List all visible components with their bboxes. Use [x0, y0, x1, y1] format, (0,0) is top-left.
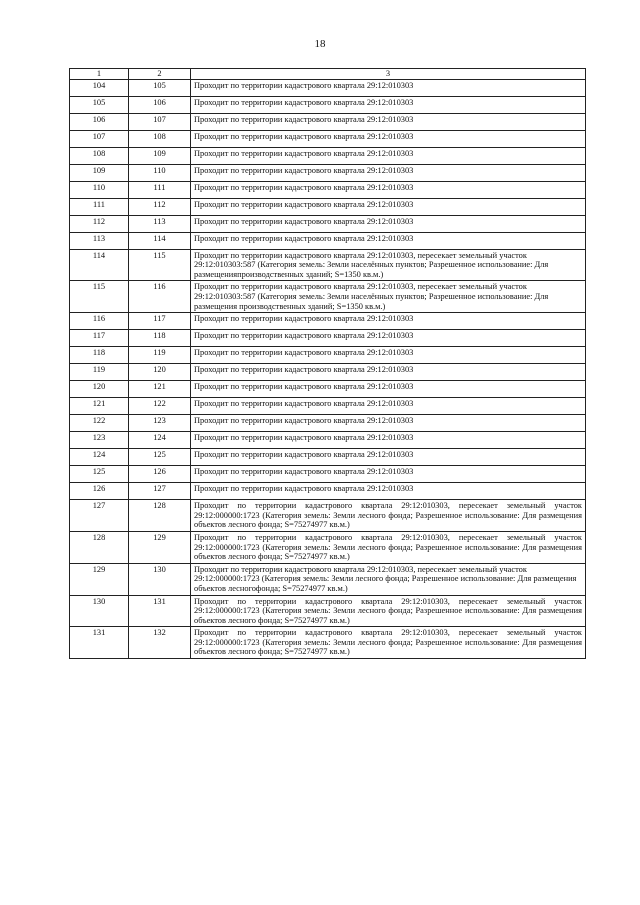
- point-from-cell: 122: [70, 415, 129, 432]
- description-cell: Проходит по территории кадастрового квартала 29:12:010303: [191, 449, 586, 466]
- point-from-cell: 106: [70, 113, 129, 130]
- point-to-cell: 109: [129, 147, 191, 164]
- description-cell: Проходит по территории кадастрового квартала 29:12:010303: [191, 415, 586, 432]
- table-row: [70, 415, 586, 432]
- point-from-cell: 124: [70, 449, 129, 466]
- table-row: [70, 147, 586, 164]
- table-header-row: [70, 69, 586, 80]
- point-from-cell: 119: [70, 364, 129, 381]
- description-cell: Проходит по территории кадастрового квартала 29:12:010303, пересекает земельный участок 29:12:000000:1723 (Категория земель: Земли лесного фонда; Разрешенное использование: Для размещения объектов лесного фонда; S=75274977 кв.м.): [191, 500, 586, 532]
- description-cell: Проходит по территории кадастрового квартала 29:12:010303: [191, 381, 586, 398]
- table-row: [70, 347, 586, 364]
- description-cell: Проходит по территории кадастрового квартала 29:12:010303: [191, 147, 586, 164]
- table-row: [70, 330, 586, 347]
- point-from-cell: 127: [70, 500, 129, 532]
- table-row: [70, 130, 586, 147]
- point-from-cell: 126: [70, 483, 129, 500]
- point-from-cell: 110: [70, 181, 129, 198]
- point-from-cell: 117: [70, 330, 129, 347]
- description-cell: Проходит по территории кадастрового квартала 29:12:010303: [191, 364, 586, 381]
- point-to-cell: 106: [129, 96, 191, 113]
- point-from-cell: 123: [70, 432, 129, 449]
- point-to-cell: 105: [129, 79, 191, 96]
- point-to-cell: 128: [129, 500, 191, 532]
- description-cell: Проходит по территории кадастрового квартала 29:12:010303: [191, 198, 586, 215]
- page-number: 18: [314, 38, 326, 50]
- table-row: [70, 627, 586, 659]
- table-row: [70, 215, 586, 232]
- point-to-cell: 129: [129, 531, 191, 563]
- point-to-cell: 125: [129, 449, 191, 466]
- point-to-cell: 123: [129, 415, 191, 432]
- point-from-cell: 121: [70, 398, 129, 415]
- description-cell: Проходит по территории кадастрового квартала 29:12:010303: [191, 164, 586, 181]
- point-from-cell: 115: [70, 281, 129, 313]
- table-row: [70, 113, 586, 130]
- table-row: [70, 563, 586, 595]
- description-cell: Проходит по территории кадастрового квартала 29:12:010303: [191, 347, 586, 364]
- boundary-table: [69, 68, 586, 659]
- table-row: [70, 483, 586, 500]
- point-to-cell: 132: [129, 627, 191, 659]
- description-cell: Проходит по территории кадастрового квартала 29:12:010303: [191, 398, 586, 415]
- description-cell: Проходит по территории кадастрового квартала 29:12:010303, пересекает земельный участок 29:12:000000:1723 (Категория земель: Земли лесного фонда; Разрешенное использование: Для размещения объектов лесного фонда; S=75274977 кв.м.): [191, 627, 586, 659]
- table-row: [70, 500, 586, 532]
- boundary-table-body: [70, 69, 586, 659]
- point-to-cell: 110: [129, 164, 191, 181]
- table-row: [70, 364, 586, 381]
- point-to-cell: 107: [129, 113, 191, 130]
- table-row: [70, 531, 586, 563]
- table-row: [70, 181, 586, 198]
- point-from-cell: 105: [70, 96, 129, 113]
- table-row: [70, 96, 586, 113]
- point-to-cell: 126: [129, 466, 191, 483]
- description-cell: Проходит по территории кадастрового квартала 29:12:010303: [191, 483, 586, 500]
- point-from-cell: 107: [70, 130, 129, 147]
- description-cell: Проходит по территории кадастрового квартала 29:12:010303: [191, 330, 586, 347]
- point-to-cell: 121: [129, 381, 191, 398]
- point-from-cell: 109: [70, 164, 129, 181]
- description-cell: Проходит по территории кадастрового квартала 29:12:010303: [191, 181, 586, 198]
- point-from-cell: 108: [70, 147, 129, 164]
- point-from-cell: 116: [70, 313, 129, 330]
- table-row: [70, 432, 586, 449]
- point-from-cell: 130: [70, 595, 129, 627]
- point-from-cell: 114: [70, 249, 129, 281]
- table-row: [70, 595, 586, 627]
- point-to-cell: 118: [129, 330, 191, 347]
- point-to-cell: 115: [129, 249, 191, 281]
- point-from-cell: 113: [70, 232, 129, 249]
- point-to-cell: 120: [129, 364, 191, 381]
- point-to-cell: 108: [129, 130, 191, 147]
- point-to-cell: 124: [129, 432, 191, 449]
- point-to-cell: 127: [129, 483, 191, 500]
- column-header-2: 2: [129, 69, 191, 80]
- description-cell: Проходит по территории кадастрового квартала 29:12:010303: [191, 96, 586, 113]
- point-from-cell: 125: [70, 466, 129, 483]
- description-cell: Проходит по территории кадастрового квартала 29:12:010303, пересекает земельный участок 29:12:010303:587 (Категория земель: Земли населённых пунктов; Разрешенное использование: Для размещения производственных зданий; S=1350 кв.м.): [191, 281, 586, 313]
- point-from-cell: 128: [70, 531, 129, 563]
- point-from-cell: 111: [70, 198, 129, 215]
- point-to-cell: 119: [129, 347, 191, 364]
- table-row: [70, 249, 586, 281]
- point-from-cell: 120: [70, 381, 129, 398]
- point-to-cell: 131: [129, 595, 191, 627]
- point-from-cell: 104: [70, 79, 129, 96]
- point-to-cell: 113: [129, 215, 191, 232]
- description-cell: Проходит по территории кадастрового квартала 29:12:010303: [191, 432, 586, 449]
- table-row: [70, 232, 586, 249]
- description-cell: Проходит по территории кадастрового квартала 29:12:010303: [191, 232, 586, 249]
- description-cell: Проходит по территории кадастрового квартала 29:12:010303: [191, 130, 586, 147]
- table-row: [70, 164, 586, 181]
- description-cell: Проходит по территории кадастрового квартала 29:12:010303, пересекает земельный участок 29:12:000000:1723 (Категория земель: Земли лесного фонда; Разрешенное использование: Для размещения объектов лесного фонда; S=75274977 кв.м.): [191, 531, 586, 563]
- point-to-cell: 116: [129, 281, 191, 313]
- column-header-1: 1: [70, 69, 129, 80]
- point-to-cell: 122: [129, 398, 191, 415]
- point-from-cell: 131: [70, 627, 129, 659]
- point-from-cell: 118: [70, 347, 129, 364]
- point-to-cell: 112: [129, 198, 191, 215]
- table-row: [70, 381, 586, 398]
- description-cell: Проходит по территории кадастрового квартала 29:12:010303: [191, 466, 586, 483]
- description-cell: Проходит по территории кадастрового квартала 29:12:010303: [191, 313, 586, 330]
- column-header-3: 3: [191, 69, 586, 80]
- description-cell: Проходит по территории кадастрового квартала 29:12:010303, пересекает земельный участок 29:12:000000:1723 (Категория земель: Земли лесного фонда; Разрешенное использование: Для размещения объектов лесногофонда; S=75274977 кв.м.): [191, 563, 586, 595]
- table-row: [70, 449, 586, 466]
- table-row: [70, 398, 586, 415]
- point-to-cell: 114: [129, 232, 191, 249]
- point-to-cell: 111: [129, 181, 191, 198]
- point-from-cell: 112: [70, 215, 129, 232]
- description-cell: Проходит по территории кадастрового квартала 29:12:010303: [191, 215, 586, 232]
- table-row: [70, 281, 586, 313]
- description-cell: Проходит по территории кадастрового квартала 29:12:010303, пересекает земельный участок 29:12:010303:587 (Категория земель: Земли населённых пунктов; Разрешенное использование: Для размещенияпроизводственных зданий; S=1350 кв.м.): [191, 249, 586, 281]
- description-cell: Проходит по территории кадастрового квартала 29:12:010303, пересекает земельный участок 29:12:000000:1723 (Категория земель: Земли лесного фонда; Разрешенное использование: Для размещения объектов лесного фонда; S=75274977 кв.м.): [191, 595, 586, 627]
- point-to-cell: 130: [129, 563, 191, 595]
- description-cell: Проходит по территории кадастрового квартала 29:12:010303: [191, 79, 586, 96]
- point-to-cell: 117: [129, 313, 191, 330]
- table-row: [70, 313, 586, 330]
- table-row: [70, 466, 586, 483]
- table-row: [70, 198, 586, 215]
- point-from-cell: 129: [70, 563, 129, 595]
- description-cell: Проходит по территории кадастрового квартала 29:12:010303: [191, 113, 586, 130]
- table-row: [70, 79, 586, 96]
